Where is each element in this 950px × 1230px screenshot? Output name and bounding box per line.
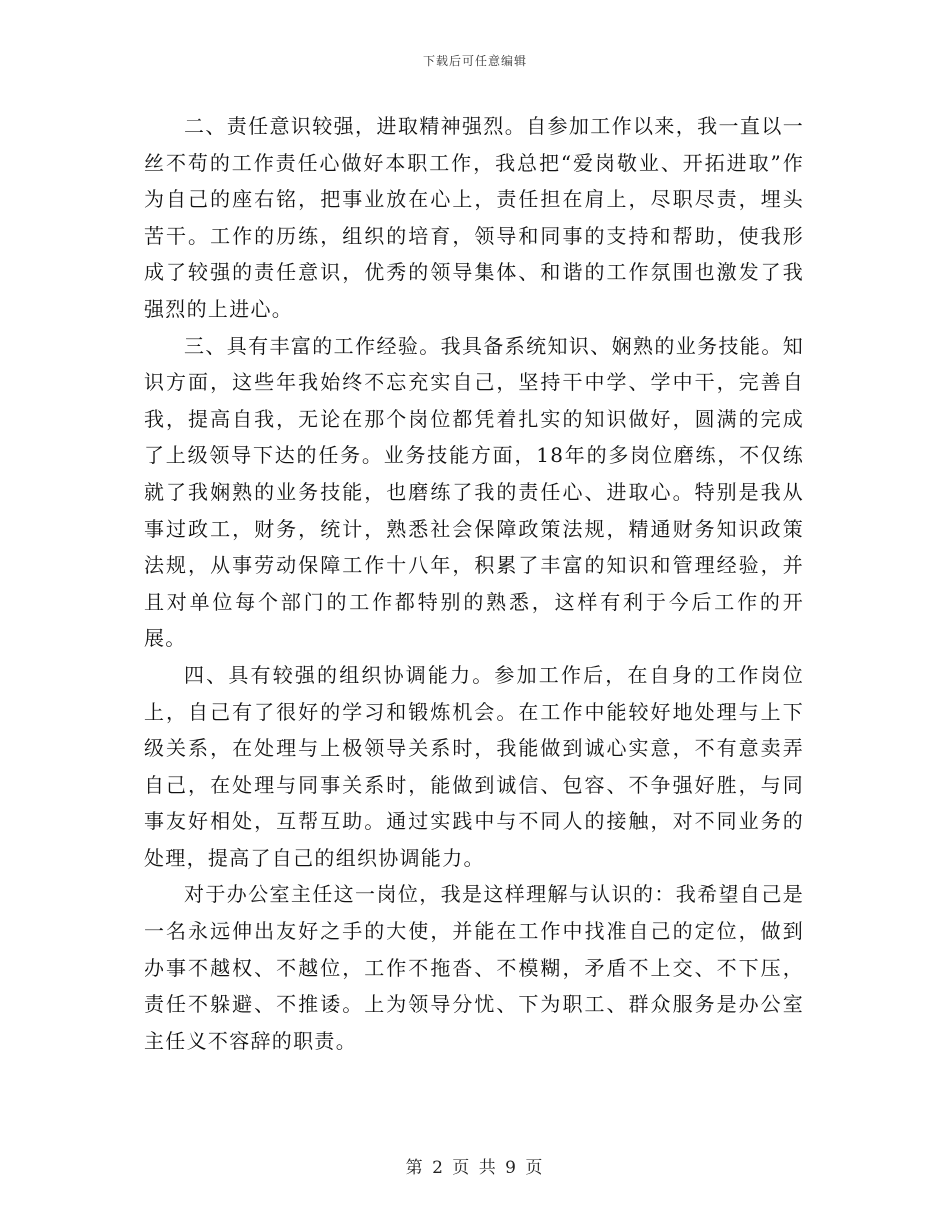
page-header: 下载后可任意编辑 xyxy=(422,54,527,68)
paragraph-office-director: 对于办公室主任这一岗位，我是这样理解与认识的：我希望自己是一名永远伸出友好之手的大使，并能在工作中找准自己的定位，做到办事不越权、不越位，工作不拖沓、不模糊，矛盾不上交、不下压，责任不躲避、不推诿。上为领导分忧、下为职工、群众服务是办公室主任义不容辞的职责。 xyxy=(144,882,804,1053)
paragraph-experience: 三、具有丰富的工作经验。我具备系统知识、娴熟的业务技能。知识方面，这些年我始终不忘充实自己，坚持干中学、学中干，完善自我，提高自我，无论在那个岗位都凭着扎实的知识做好，圆满的完成了上级领导下达的任务。业务技能方面，18年的多岗位磨练，不仅练就了我娴熟的业务技能，也磨练了我的责任心、进取心。特别是我从事过政工，财务，统计，熟悉社会保障政策法规，精通财务知识政策法规，从事劳动保障工作十八年，积累了丰富的知识和管理经验，并且对单位每个部门的工作都特别的熟悉，这样有利于今后工作的开展。 xyxy=(144,333,804,651)
paragraph-responsibility: 二、责任意识较强，进取精神强烈。自参加工作以来，我一直以一丝不苟的工作责任心做好本职工作，我总把“爱岗敬业、开拓进取”作为自己的座右铭，把事业放在心上，责任担在肩上，尽职尽责，埋头苦干。工作的历练，组织的培育，领导和同事的支持和帮助，使我形成了较强的责任意识，优秀的领导集体、和谐的工作氛围也激发了我强烈的上进心。 xyxy=(144,114,804,321)
paragraph-coordination: 四、具有较强的组织协调能力。参加工作后，在自身的工作岗位上，自己有了很好的学习和锻炼机会。在工作中能较好地处理与上下级关系，在处理与上极领导关系时，我能做到诚心实意，不有意卖弄自己，在处理与同事关系时，能做到诚信、包容、不争强好胜，与同事友好相处，互帮互助。通过实践中与不同人的接触，对不同业务的处理，提高了自己的组织协调能力。 xyxy=(144,662,804,870)
page-footer: 第 2 页 共 9 页 xyxy=(405,1158,545,1178)
document-body xyxy=(144,108,804,1059)
